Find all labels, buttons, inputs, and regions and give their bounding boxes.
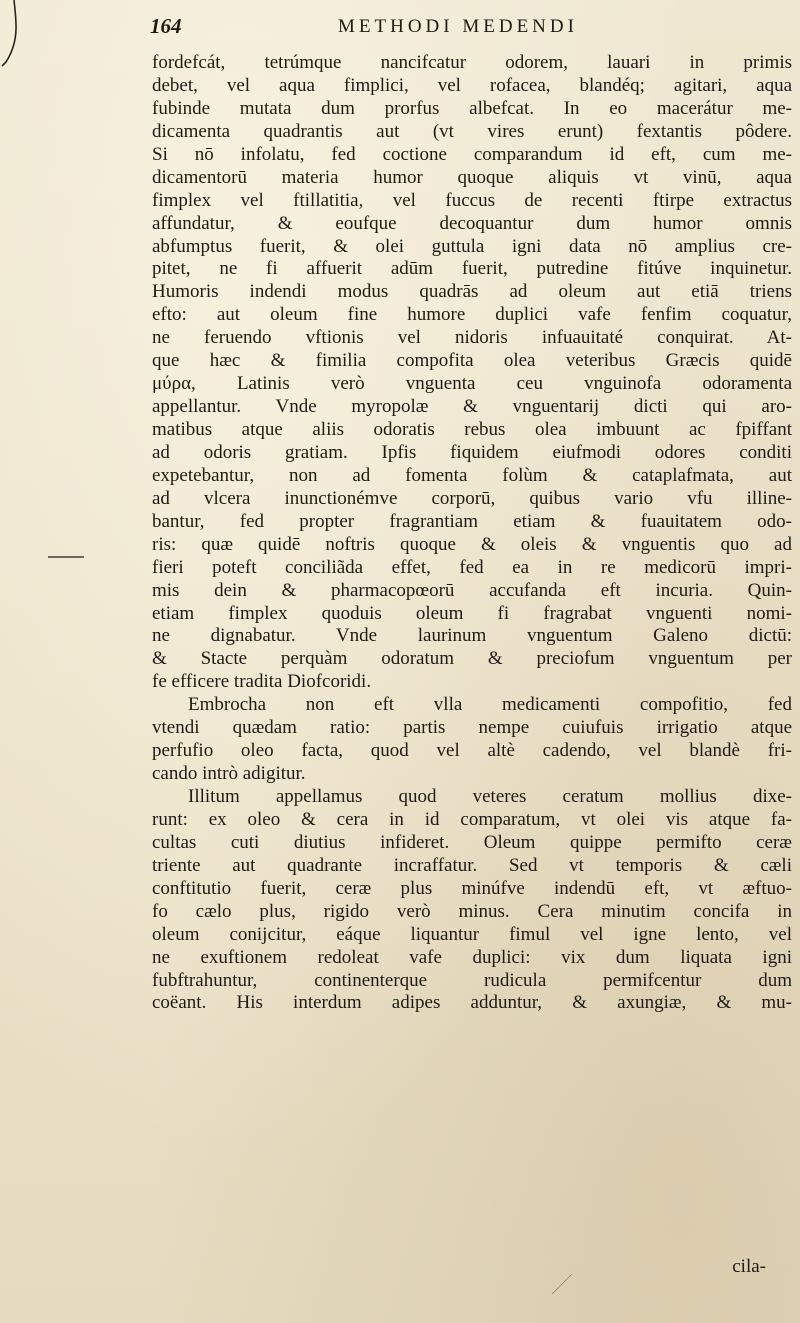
text-line: ad vlcera inunctionémve corporū, quibus vario vfu illine- [152,487,792,509]
text-line: ad odoris gratiam. Ipfis fiquidem eiufmodi odores conditi [152,441,792,463]
text-line: Illitum appellamus quod veteres ceratum mollius dixe- [188,786,792,807]
text-line: oleum conijcitur, eáque liquantur fimul vel igne lento, vel [152,923,792,945]
text-line: efto: aut oleum fine humore duplici vafe fenfim coquatur, [152,304,792,326]
text-line: vtendi quædam ratio: partis nempe cuiufuis irrigatio atque [152,717,792,739]
text-line: ne exuftionem redoleat vafe duplici: vix dum liquata igni [152,946,792,968]
text-line: fubftrahuntur, continenterque rudicula permifcentur dum [152,969,792,991]
text-line: runt: ex oleo & cera in id comparatum, vt olei vis atque fa- [152,808,792,830]
text-line: μύρα, Latinis verò vnguenta ceu vnguinofa odoramenta [152,373,792,395]
stray-pencil-mark [548,1268,578,1298]
text-line: expetebantur, non ad fomenta folùm & cataplafmata, aut [152,464,792,486]
text-line: matibus atque aliis odoratis rebus olea imbuunt ac fpiffant [152,419,792,440]
text-line: mis dein & pharmacopœorū accufanda eft incuria. Quin- [152,579,792,601]
text-line: Humoris indendi modus quadrās ad oleum aut etiā triens [152,281,792,303]
text-line: dicamenta quadrantis aut (vt vires erunt) fextantis pôdere. [152,120,792,142]
text-line: abfumptus fuerit, & olei guttula igni data nō amplius cre- [152,235,792,257]
text-line: perfufio oleo facta, quod vel altè cadendo, vel blandè fri- [152,740,792,762]
page-number: 164 [150,14,182,38]
text-line: pitet, ne fi affuerit adūm fuerit, putredine fitúve inquinetur. [152,258,792,280]
text-line: ne feruendo vftionis vel nidoris infuauitaté conquirat. At- [152,327,792,349]
margin-dash-mark [48,556,84,558]
text-line: ne dignabatur. Vnde laurinum vnguentum Galeno dictū: [152,625,792,647]
text-line: Embrocha non eft vlla medicamenti compofitio, fed [188,694,792,716]
text-line: Si nō infolatu, fed coctione comparandum id eft, cum me- [152,143,792,165]
text-line: fordefcát, tetrúmque nancifcatur odorem, lauari in primis [152,52,792,73]
text-line: & Stacte perquàm odoratum & preciofum vnguentum per [152,648,792,670]
text-line: ris: quæ quidē noftris quoque & oleis & vnguentis quo ad [152,533,792,555]
text-line: coëant. His interdum adipes adduntur, & axungiæ, & mu- [152,992,792,1014]
body-text [152,52,792,1015]
text-line: fe efficere tradita Diofcoridi. [152,671,372,693]
text-line: que hæc & fimilia compofita olea veteribus Græcis quidē [152,350,792,372]
text-line: fubinde mutata dum prorfus albefcat. In eo macerátur me- [152,97,792,119]
text-line: debet, vel aqua fimplici, vel rofacea, blandéq; agitari, aqua [152,74,792,96]
text-line: fimplex vel ftillatitia, vel fuccus de recenti ftirpe extractus [152,189,792,211]
text-line: appellantur. Vnde myropolæ & vnguentarij dicti qui aro- [152,396,792,418]
text-line: cando intrò adigitur. [152,763,306,785]
text-line: affundatur, & eoufque decoquantur dum humor omnis [152,212,792,234]
text-line: etiam fimplex quoduis oleum fi fragrabat vnguenti nomi- [152,602,792,624]
running-title: METHODI MEDENDI [338,16,578,37]
page-header [150,14,790,42]
text-line: fieri poteft conciliãda effet, fed ea in re medicorū impri- [152,556,792,578]
text-line: dicamentorū materia humor quoque aliquis vt vinū, aqua [152,166,792,188]
text-line: triente aut quadrante incraffatur. Sed vt temporis & cæli [152,854,792,876]
text-line: conftitutio fuerit, ceræ plus minúfve indendū eft, vt æftuo- [152,877,792,899]
catchword: cila- [732,1256,766,1277]
text-line: fo cælo plus, rigido verò minus. Cera minutim concifa in [152,900,792,922]
page-corner-ink-mark [0,0,40,80]
text-line: bantur, fed propter fragrantiam etiam & fuauitatem odo- [152,510,792,532]
text-line: cultas cuti diutius infideret. Oleum quippe permifto ceræ [152,831,792,853]
